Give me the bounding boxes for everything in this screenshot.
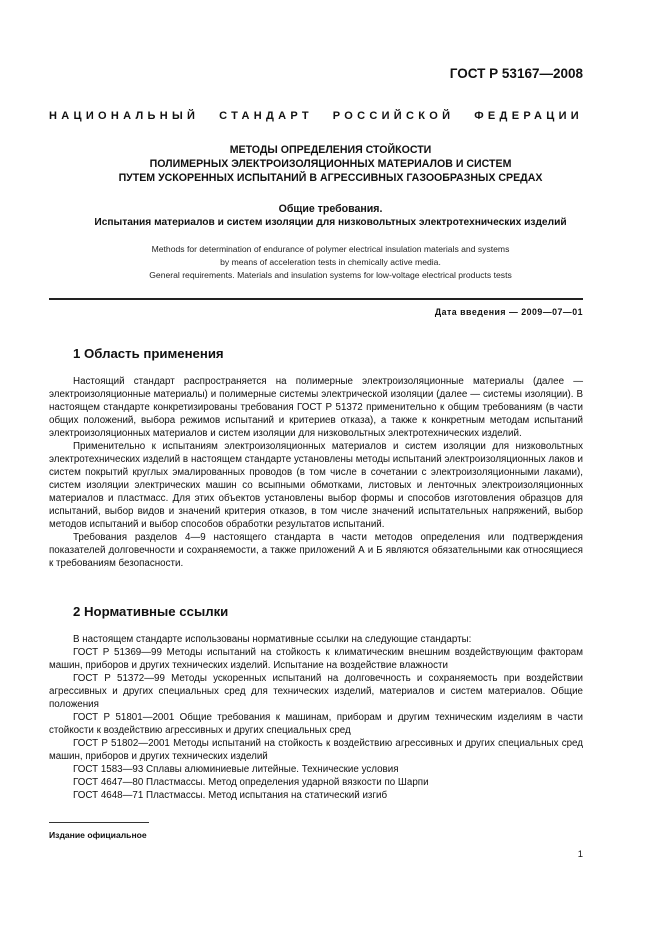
section-heading-normative-refs: 2 Нормативные ссылки <box>73 604 229 619</box>
section-heading-scope: 1 Область применения <box>73 346 224 361</box>
english-title-line: by means of acceleration tests in chemically active media. <box>220 257 441 267</box>
title-line: МЕТОДЫ ОПРЕДЕЛЕНИЯ СТОЙКОСТИ <box>229 144 432 156</box>
section-body-normative-refs <box>49 633 583 802</box>
section-body-scope <box>49 375 583 570</box>
paragraph: Требования разделов 4—9 настоящего стандарта в части методов определения или подтверждения показателей долговечности и сохраняемости, а также приложений А и Б являются обязательными как относящиеся к требованиям безопасности. <box>49 532 583 569</box>
page-number: 1 <box>577 849 583 860</box>
paragraph: Настоящий стандарт распространяется на полимерные электроизоляционные материалы (далее — электроизоляционные материалы) и полимерные системы электрической изоляции (далее — системы изоляции). В настоящем стандарте конкретизированы требования ГОСТ Р 51372 применительно к общим требованиям (в части общих положений, выбора режимов испытаний и критериев отказа), а также к конкретным методам испытаний электроизоляционных материалов и систем изоляции для низковольтных электротехнических изделий. <box>49 376 583 439</box>
title-line: ПУТЕМ УСКОРЕННЫХ ИСПЫТАНИЙ В АГРЕССИВНЫХ ГАЗООБРАЗНЫХ СРЕДАХ <box>118 172 543 184</box>
document-code: ГОСТ Р 53167—2008 <box>449 66 583 81</box>
paragraph: Применительно к испытаниям электроизоляционных материалов и систем изоляции для низковольтных электротехнических изделий в настоящем стандарте установлены методы испытаний электроизоляционных лаков и систем покрытий круглых эмалированных проводов (в том числе в сочетании с электроизоляционными лаками), систем изоляции электрических машин со всыпными обмотками, листовых и ленточных электроизоляционных материалов и пластмасс. Для этих объектов установлены выбор формы и способов изготовления образцов для испытаний, выбор видов и значений критерия отказов, в том числе значений испытательных напряжений, выбор методов испытаний и выбор способов обработки результатов испытаний. <box>49 441 583 530</box>
footnote-rule <box>49 822 149 823</box>
english-title-line: Methods for determination of endurance of polymer electrical insulation materials and systems <box>151 244 510 254</box>
normative-reference: ГОСТ 1583—93 Сплавы алюминиевые литейные. Технические условия <box>73 764 399 775</box>
official-edition-note: Издание официальное <box>49 830 147 840</box>
english-title-line: General requirements. Materials and insulation systems for low-voltage electrical products tests <box>149 270 512 280</box>
normative-reference: ГОСТ 4647—80 Пластмассы. Метод определения ударной вязкости по Шарпи <box>73 777 429 788</box>
normative-reference: ГОСТ 4648—71 Пластмассы. Метод испытания на статический изгиб <box>73 790 388 801</box>
paragraph: В настоящем стандарте использованы нормативные ссылки на следующие стандарты: <box>73 634 472 645</box>
normative-reference: ГОСТ Р 51369—99 Методы испытаний на стойкость к климатическим внешним воздействующим факторам машин, приборов и других технических изделий. Испытание на воздействие влажности <box>49 647 583 671</box>
introduction-date: Дата введения — 2009—07—01 <box>434 307 583 317</box>
separator-rule <box>49 298 583 300</box>
normative-reference: ГОСТ Р 51372—99 Методы ускоренных испытаний на долговечность и сохраняемость при воздействии агрессивных и других специальных сред для технических изделий, материалов и систем материалов. Общие положения <box>49 673 583 710</box>
document-title <box>40 143 621 185</box>
national-standard-banner: НАЦИОНАЛЬНЫЙ СТАНДАРТ РОССИЙСКОЙ ФЕДЕРАЦИИ <box>49 110 583 122</box>
normative-reference: ГОСТ Р 51801—2001 Общие требования к машинам, приборам и другим техническим изделиям в части стойкости к воздействию агрессивных и других специальных сред <box>49 712 583 736</box>
english-title <box>40 243 621 282</box>
title-line: ПОЛИМЕРНЫХ ЭЛЕКТРОИЗОЛЯЦИОННЫХ МАТЕРИАЛОВ И СИСТЕМ <box>149 158 512 170</box>
normative-reference: ГОСТ Р 51802—2001 Методы испытаний на стойкость к воздействию агрессивных и других специальных сред машин, приборов и других технических изделий <box>49 738 583 762</box>
subtitle: Общие требования. <box>278 203 383 215</box>
subtitle: Испытания материалов и систем изоляции для низковольтных электротехнических изделий <box>94 217 567 228</box>
